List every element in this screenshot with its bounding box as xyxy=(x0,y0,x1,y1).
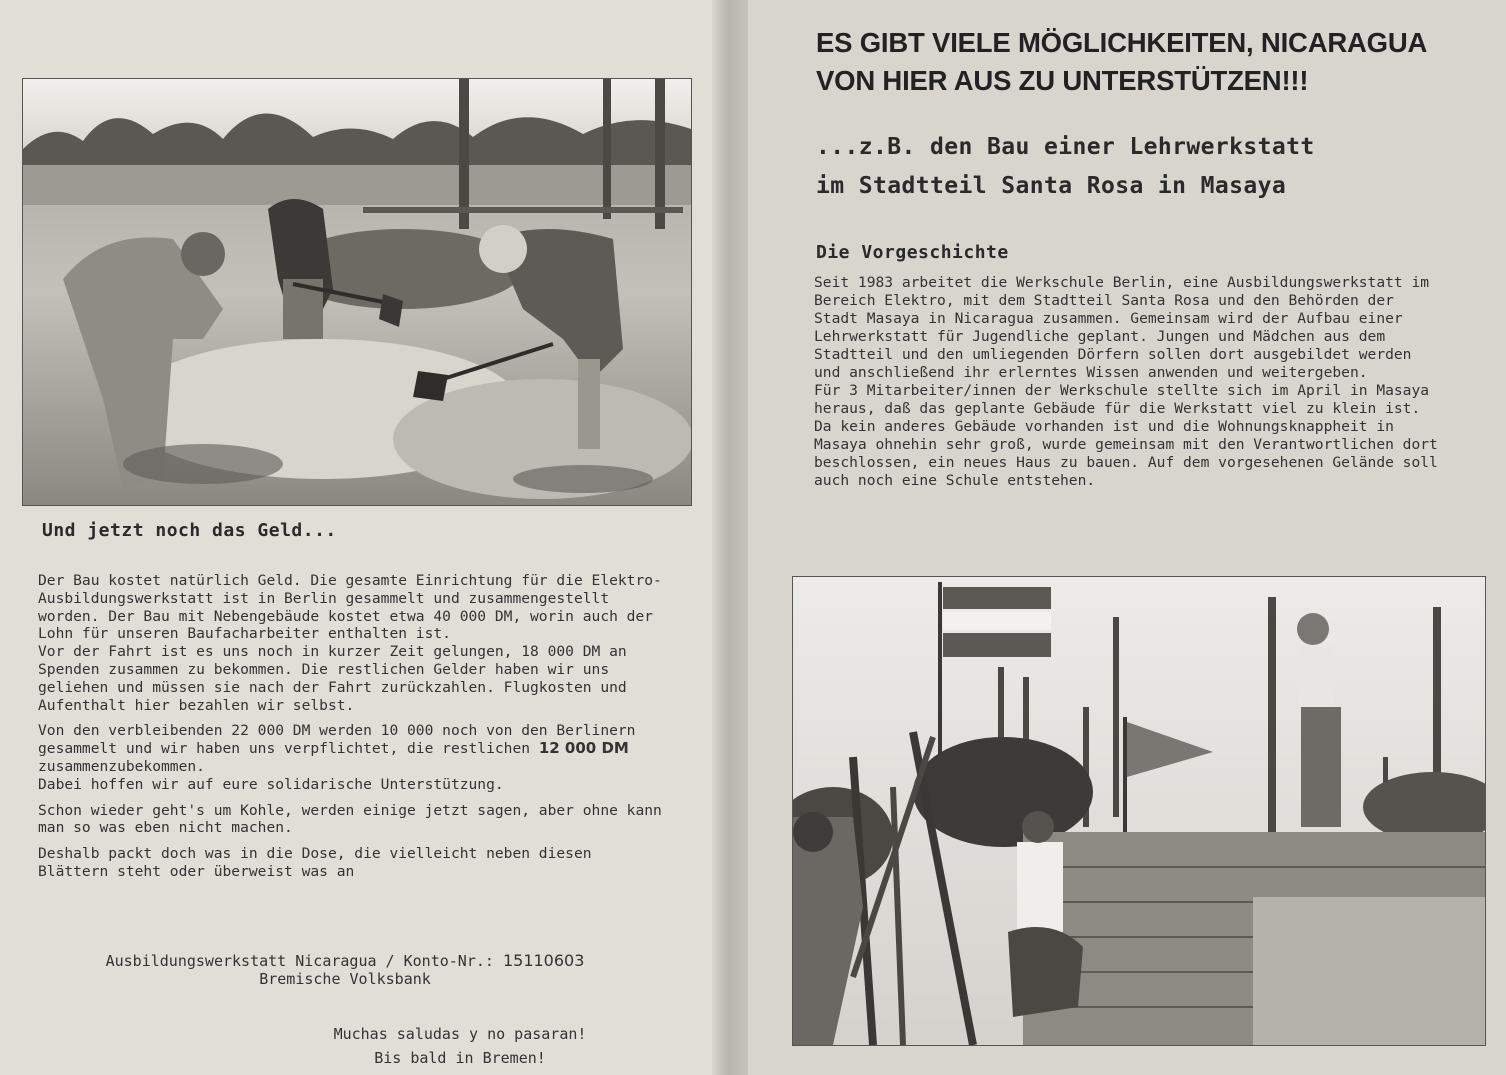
closing-greeting: Muchas saludas y no pasaran! xyxy=(333,1025,587,1043)
left-paragraph-1-text: Der Bau kostet natürlich Geld. Die gesamte Einrichtung für die Elektro-Ausbildungswerkstatt ist in Berlin gesammelt und zusammengestellt worden. Der Bau mit Nebengebäude kostet etwa 40 000 DM, worin auch der Lohn für unseren Baufacharbeiter enthalten ist. xyxy=(38,572,662,643)
account-block xyxy=(40,952,650,988)
subhead-line-2: im Stadtteil Santa Rosa in Masaya xyxy=(816,173,1287,199)
right-paragraph-2: Für 3 Mitarbeiter/innen der Werkschule stellte sich im April in Masaya heraus, daß das geplante Gebäude für die Werkstatt viel zu klein ist. Da kein anderes Gebäude vorhanden ist und die Wohnungsknappheit in Masaya ohnehin sehr groß, wurde gemeinsam mit den Verantwortlichen dort beschlossen, ein neues Haus zu bauen. Auf dem vorgesehenen Gelände soll auch noch eine Schule entstehen. xyxy=(814,382,1438,489)
subhead-line-1: ...z.B. den Bau einer Lehrwerkstatt xyxy=(816,134,1315,160)
amount-12000: 12 000 DM xyxy=(538,739,629,758)
section-heading-money: Und jetzt noch das Geld... xyxy=(42,520,337,541)
left-paragraph-3-before: Von den verbleibenden 22 000 DM werden 10 000 noch von den Berlinern gesammelt und wir haben uns verpflichtet, die restlichen xyxy=(38,722,636,758)
left-paragraph-3-line2: Dabei hoffen wir auf eure solidarische Unterstützung. xyxy=(38,775,504,793)
page-headline xyxy=(816,24,1476,100)
right-body-text xyxy=(814,274,1444,490)
closing-block xyxy=(290,1022,630,1070)
left-paragraph-3 xyxy=(38,722,668,793)
left-paragraph-5: Deshalb packt doch was in die Dose, die vielleicht neben diesen Blättern steht oder überweist was an xyxy=(38,845,592,880)
right-paragraph-1: Seit 1983 arbeitet die Werkschule Berlin, eine Ausbildungswerkstatt im Bereich Elektro, mit dem Stadtteil Santa Rosa und den Behörden der Stadt Masaya in Nicaragua zusammen. Gemeinsam wird der Aufbau einer Lehrwerkstatt für Jugendliche geplant. Jungen und Mädchen aus dem Stadtteil und den umliegenden Dörfern sollen dort ausgebildet werden und anschließend ihr erlerntes Wissen anwenden und weitergeben. xyxy=(814,274,1430,381)
left-body-text xyxy=(38,572,668,889)
account-number: 15110603 xyxy=(502,951,585,970)
left-paragraph-2-text: Vor der Fahrt ist es uns noch in kurzer Zeit gelungen, 18 000 DM an Spenden zusammen zu bekommen. Die restlichen Gelder haben wir uns geliehen und müssen sie nach der Fahrt zurückzahlen. Flugkosten und Aufenthalt hier bezahlen wir selbst. xyxy=(38,643,627,714)
closing-farewell: Bis bald in Bremen! xyxy=(374,1049,546,1067)
section-heading-history: Die Vorgeschichte xyxy=(816,242,1009,263)
account-line xyxy=(40,952,650,970)
headline-line-2: VON HIER AUS ZU UNTERSTÜTZEN!!! xyxy=(816,65,1309,96)
account-label: Ausbildungswerkstatt Nicaragua / Konto-Nr.: xyxy=(105,952,494,970)
left-paragraph-3-after: zusammenzubekommen. xyxy=(38,757,205,775)
photo-digging-site xyxy=(22,78,692,506)
photo-building-flags xyxy=(792,576,1486,1046)
left-paragraph-1 xyxy=(38,572,668,714)
page-fold xyxy=(712,0,748,1075)
headline-line-1: ES GIBT VIELE MÖGLICHKEITEN, NICARAGUA xyxy=(816,27,1428,58)
bank-name: Bremische Volksbank xyxy=(259,970,431,988)
left-paragraph-4: Schon wieder geht's um Kohle, werden einige jetzt sagen, aber ohne kann man so was eben nicht machen. xyxy=(38,801,662,837)
page-subheadline xyxy=(816,128,1456,206)
